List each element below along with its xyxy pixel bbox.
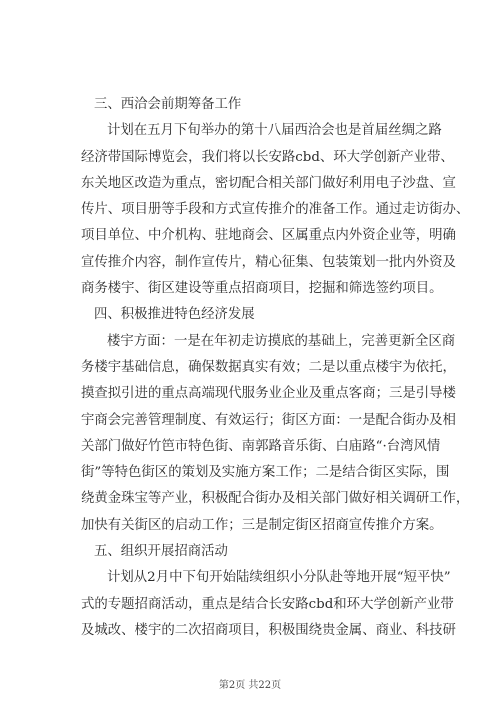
paragraph-line: 式的专题招商活动，重点是结合长安路cbd和环大学创新产业带 (81, 596, 454, 612)
paragraph-line: 商务楼宇、街区建设等重点招商项目，挖掘和筛选签约项目。 (81, 281, 443, 297)
paragraph-line: 务楼宇基础信息，确保数据真实有效；二是以重点楼宇为依托， (81, 359, 456, 375)
paragraph-line: 东关地区改造为重点，密切配合相关部门做好利用电子沙盘、宣 (81, 175, 456, 191)
paragraph-line: 项目单位、中介机构、驻地商会、区属重点内外资企业等，明确 (81, 228, 456, 244)
paragraph-line: 街”等特色街区的策划及实施方案工作；二是结合街区实际，围 (81, 465, 450, 481)
paragraph-line: 摸查拟引进的重点高端现代服务业企业及重点客商；三是引导楼 (81, 386, 456, 402)
page-number-footer: 第2页 共22页 (218, 680, 282, 691)
section-heading-4: 四、积极推进特色经济发展 (94, 307, 255, 323)
document-body (81, 92, 470, 644)
paragraph-line: 宇商会完善管理制度、有效运行；街区方面：一是配合街办及相 (81, 412, 456, 428)
paragraph-line: 楼宇方面：一是在年初走访摸底的基础上，完善更新全区商 (107, 333, 456, 349)
paragraph-line: 加快有关街区的启动工作；三是制定街区招商宣传推介方案。 (81, 517, 443, 533)
paragraph-line: 关部门做好竹笆市特色街、南郭路音乐街、白庙路“·台湾风情 (81, 438, 441, 454)
paragraph-line: 宣传推介内容，制作宣传片，精心征集、包装策划一批内外资及 (81, 254, 456, 270)
paragraph-line: 计划在五月下旬举办的第十八届西洽会也是首届丝绸之路 (107, 123, 442, 139)
section-heading-3: 三、西洽会前期筹备工作 (94, 97, 242, 112)
paragraph-line: 经济带国际博览会，我们将以长安路cbd、环大学创新产业带、 (81, 149, 454, 165)
section-heading-5: 五、组织开展招商活动 (94, 544, 228, 560)
paragraph-line: 传片、项目册等手段和方式宣传推介的准备工作。通过走访街办、 (81, 202, 470, 218)
paragraph-line: 及城改、楼宇的二次招商项目，积极围绕贵金属、商业、科技研 (81, 622, 456, 638)
paragraph-line: 计划从2月中下旬开始陆续组织小分队赴等地开展“短平快” (107, 570, 451, 586)
paragraph-line: 绕黄金珠宝等产业，积极配合街办及相关部门做好相关调研工作， (81, 491, 470, 507)
